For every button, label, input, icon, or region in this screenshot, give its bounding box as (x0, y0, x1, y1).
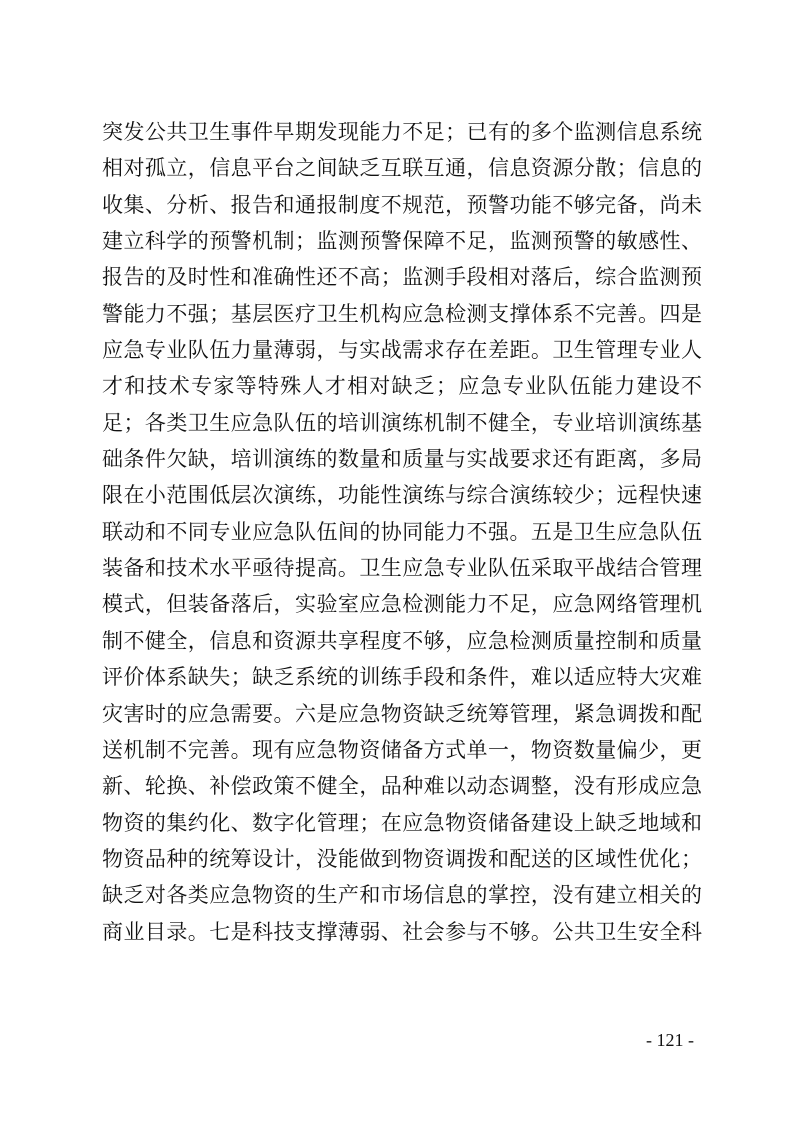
text-line-1: 突发公共卫生事件早期发现能力不足；已有的多个监测信息系统 (102, 120, 702, 144)
text-line-5: 报告的及时性和准确性还不高；监测手段相对落后，综合监测预 (102, 265, 702, 290)
text-line-4: 建立科学的预警机制；监测预警保障不足，监测预警的敏感性、 (102, 229, 702, 254)
text-line-20: 物资的集约化、数字化管理；在应急物资储备建设上缺乏地域和 (102, 810, 702, 835)
text-line-12: 联动和不同专业应急队伍间的协同能力不强。五是卫生应急队伍 (102, 519, 702, 544)
text-line-13: 装备和技术水平亟待提高。卫生应急专业队伍采取平战结合管理 (102, 556, 702, 581)
text-line-16: 评价体系缺失；缺乏系统的训练手段和条件，难以适应特大灾难 (102, 665, 702, 690)
page-number: - 121 - (646, 1030, 694, 1050)
text-line-18: 送机制不完善。现有应急物资储备方式单一，物资数量偏少，更 (102, 737, 702, 762)
text-line-14: 模式，但装备落后，实验室应急检测能力不足，应急网络管理机 (102, 592, 702, 617)
text-line-2: 相对孤立，信息平台之间缺乏互联互通，信息资源分散；信息的 (102, 156, 702, 181)
text-line-19: 新、轮换、补偿政策不健全，品种难以动态调整，没有形成应急 (102, 774, 702, 799)
text-line-23: 商业目录。七是科技支撑薄弱、社会参与不够。公共卫生安全科 (102, 919, 702, 944)
body-text (102, 114, 702, 950)
text-line-22: 缺乏对各类应急物资的生产和市场信息的掌控，没有建立相关的 (102, 883, 702, 908)
text-line-10: 础条件欠缺，培训演练的数量和质量与实战要求还有距离，多局 (102, 447, 702, 472)
text-line-7: 应急专业队伍力量薄弱，与实战需求存在差距。卫生管理专业人 (102, 338, 702, 363)
text-line-6: 警能力不强；基层医疗卫生机构应急检测支撑体系不完善。四是 (102, 301, 702, 326)
text-line-17: 灾害时的应急需要。六是应急物资缺乏统筹管理，紧急调拨和配 (102, 701, 702, 726)
text-line-8: 才和技术专家等特殊人才相对缺乏；应急专业队伍能力建设不 (102, 374, 702, 399)
text-line-3: 收集、分析、报告和通报制度不规范，预警功能不够完备，尚未 (102, 192, 702, 217)
text-line-11: 限在小范围低层次演练，功能性演练与综合演练较少；远程快速 (102, 483, 702, 508)
text-line-15: 制不健全，信息和资源共享程度不够，应急检测质量控制和质量 (102, 628, 702, 653)
text-line-9: 足；各类卫生应急队伍的培训演练机制不健全，专业培训演练基 (102, 410, 702, 435)
text-line-21: 物资品种的统筹设计，没能做到物资调拨和配送的区域性优化； (102, 846, 702, 871)
